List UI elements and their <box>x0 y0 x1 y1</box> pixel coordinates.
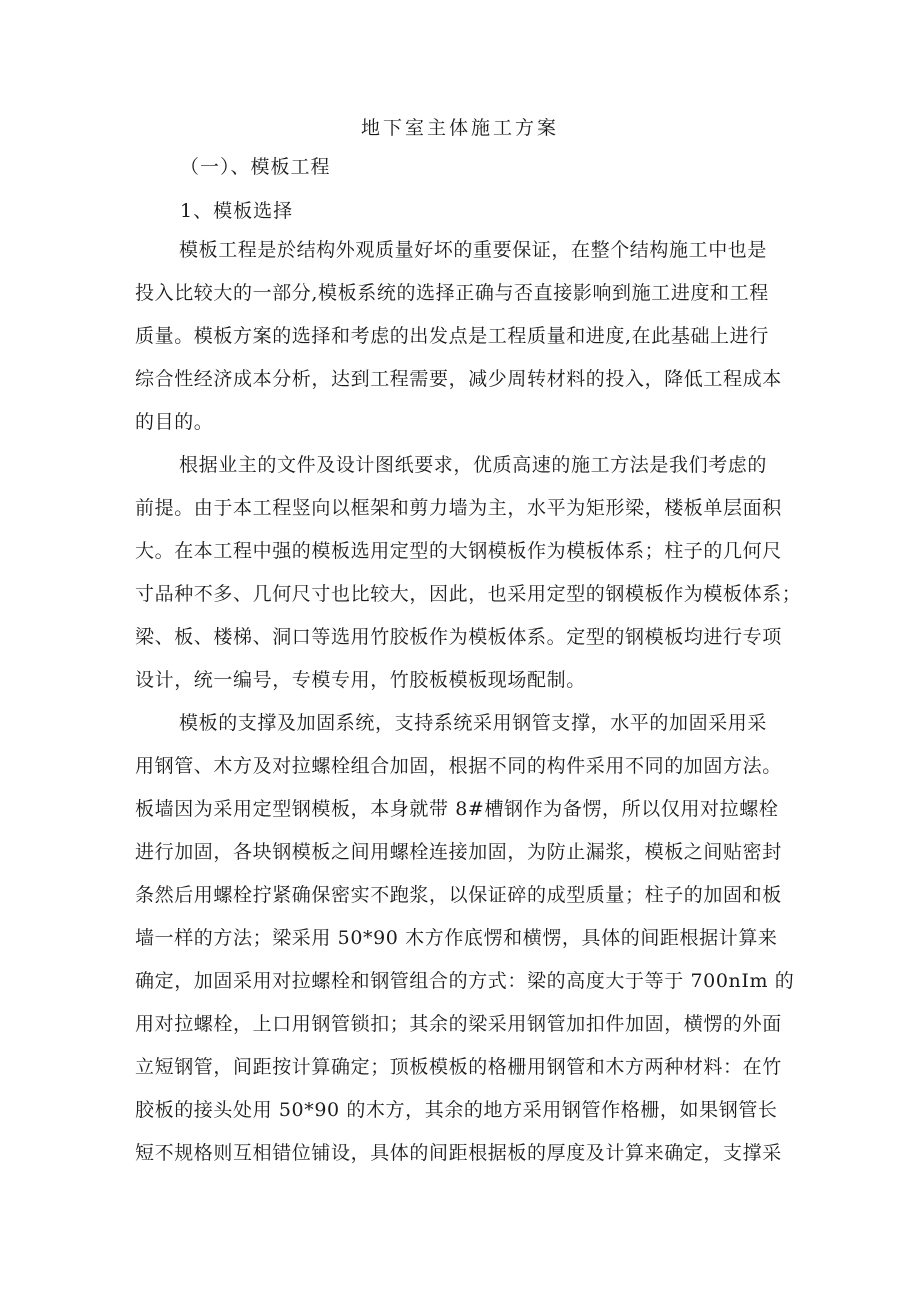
paragraph-2-line-5: 梁、板、楼梯、洞口等选用竹胶板作为模板体系。定型的钢模板均进行专项 <box>135 626 782 648</box>
paragraph-1-line-5: 的目的。 <box>135 411 214 433</box>
paragraph-2-line-1: 根据业主的文件及设计图纸要求，优质高速的施工方法是我们考虑的 <box>179 454 768 476</box>
paragraph-2-line-3: 大。在本工程中强的模板选用定型的大钢模板作为模板体系；柱子的几何尺 <box>135 540 782 562</box>
paragraph-3-line-4: 进行加固，各块钢模板之间用螺栓连接加固，为防止漏浆，模板之间贴密封 <box>135 841 782 863</box>
paragraph-3-line-5: 条然后用螺栓拧紧确保密实不跑浆，以保证碎的成型质量；柱子的加固和板 <box>135 884 782 906</box>
paragraph-3-line-7: 确定，加固采用对拉螺栓和钢管组合的方式：梁的高度大于等于 700nIm 的 <box>135 970 795 992</box>
paragraph-2-line-6: 设计，统一编号，专模专用，竹胶板模板现场配制。 <box>135 669 586 691</box>
section-heading: （一）、模板工程 <box>180 156 331 178</box>
paragraph-3-line-3: 板墙因为采用定型钢模板，本身就带 8#槽钢作为备愣，所以仅用对拉螺栓 <box>135 798 779 820</box>
paragraph-3-line-10: 胶板的接头处用 50*90 的木方，其余的地方采用钢管作格栅，如果钢管长 <box>135 1099 778 1121</box>
document-title: 地下室主体施工方案 <box>360 117 559 139</box>
paragraph-1-line-1: 模板工程是於结构外观质量好坏的重要保证，在整个结构施工中也是 <box>179 239 768 261</box>
paragraph-2-line-2: 前提。由于本工程竖向以框架和剪力墙为主，水平为矩形梁，楼板单层面积 <box>135 497 782 519</box>
paragraph-3-line-1: 模板的支撑及加固系统，支持系统采用钢管支撑，水平的加固采用采 <box>179 712 768 734</box>
paragraph-1-line-3: 质量。模板方案的选择和考虑的出发点是工程质量和进度,在此基础上进行 <box>135 325 769 347</box>
paragraph-1-line-4: 综合性经济成本分析，达到工程需要，减少周转材料的投入，降低工程成本 <box>135 368 782 390</box>
paragraph-3-line-2: 用钢管、木方及对拉螺栓组合加固，根据不同的构件采用不同的加固方法。 <box>135 755 782 777</box>
paragraph-2-line-4: 寸品种不多、几何尺寸也比较大，因此，也采用定型的钢模板作为模板体系； <box>135 583 802 605</box>
paragraph-1-line-2: 投入比较大的一部分,模板系统的选择正确与否直接影响到施工进度和工程 <box>135 282 769 304</box>
paragraph-3-line-11: 短不规格则互相错位铺设，具体的间距根据板的厚度及计算来确定，支撑采 <box>135 1142 782 1164</box>
subsection-heading: 1、模板选择 <box>180 200 294 222</box>
paragraph-3-line-9: 立短钢管，间距按计算确定；顶板模板的格栅用钢管和木方两种材料：在竹 <box>135 1056 782 1078</box>
paragraph-3-line-6: 墙一样的方法；梁采用 50*90 木方作底愣和横愣，具体的间距根据计算来 <box>135 927 778 949</box>
paragraph-3-line-8: 用对拉螺栓，上口用钢管锁扣；其余的梁采用钢管加扣件加固，横愣的外面 <box>135 1013 782 1035</box>
